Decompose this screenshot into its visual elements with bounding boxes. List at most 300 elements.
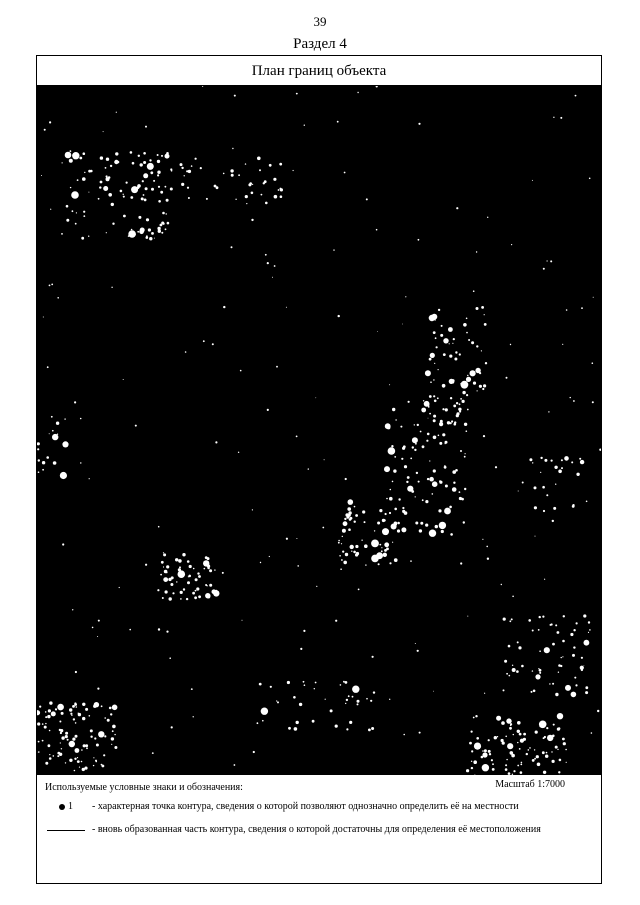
map-speckle	[342, 551, 344, 553]
map-speckle	[449, 355, 452, 358]
map-speckle	[477, 390, 478, 391]
map-speckle	[553, 507, 556, 510]
map-speckle	[151, 232, 154, 235]
map-speckle	[69, 759, 72, 762]
map-speckle	[531, 691, 533, 693]
map-speckle	[381, 550, 383, 552]
map-speckle	[88, 170, 91, 173]
map-speckle	[163, 577, 168, 582]
map-speckle	[497, 736, 498, 737]
map-speckle	[98, 620, 100, 622]
map-speckle	[75, 671, 77, 673]
map-speckle	[564, 456, 569, 461]
map-speckle	[135, 425, 137, 427]
map-speckle	[355, 553, 358, 556]
map-speckle	[572, 654, 575, 657]
map-speckle	[402, 324, 403, 325]
map-speckle	[561, 459, 563, 461]
map-speckle	[579, 458, 581, 460]
map-speckle	[343, 681, 345, 683]
map-speckle	[108, 193, 112, 197]
map-speckle	[471, 341, 474, 344]
legend-text: - вновь образованная часть контура, сведения о которой достаточны для определения её местоположения	[92, 824, 541, 835]
map-speckle	[529, 458, 532, 461]
map-speckle	[192, 592, 195, 595]
map-speckle	[508, 772, 511, 775]
map-speckle	[251, 219, 253, 221]
map-speckle	[552, 760, 555, 763]
map-speckle	[464, 456, 466, 458]
map-speckle	[74, 703, 77, 706]
map-speckle	[580, 460, 584, 464]
map-speckle	[411, 490, 414, 493]
map-speckle	[141, 232, 143, 234]
map-speckle	[453, 405, 456, 408]
map-speckle	[482, 388, 484, 390]
map-speckle	[261, 708, 268, 715]
map-speckle	[112, 223, 114, 225]
map-speckle	[503, 618, 506, 621]
map-speckle	[170, 583, 173, 586]
map-speckle	[205, 593, 210, 598]
map-speckle	[85, 744, 88, 747]
map-speckle	[555, 624, 557, 626]
map-speckle	[466, 377, 471, 382]
map-speckle	[379, 509, 382, 512]
map-speckle	[466, 318, 468, 320]
map-speckle	[575, 684, 577, 686]
map-speckle	[299, 703, 302, 706]
map-speckle	[143, 161, 146, 164]
map-speckle	[555, 693, 558, 696]
map-speckle	[111, 287, 112, 288]
map-speckle	[65, 735, 68, 738]
map-speckle	[77, 757, 78, 758]
map-speckle	[552, 683, 554, 685]
map-speckle	[532, 759, 535, 762]
map-speckle	[38, 459, 40, 461]
map-speckle	[175, 558, 178, 561]
map-speckle	[423, 400, 424, 401]
map-speckle	[442, 384, 446, 388]
map-speckle	[512, 668, 516, 672]
map-speckle	[151, 172, 152, 173]
map-speckle	[484, 693, 485, 694]
map-speckle	[104, 735, 106, 737]
map-speckle	[410, 560, 412, 562]
map-speckle	[543, 268, 545, 270]
map-speckle	[65, 732, 68, 735]
map-speckle	[278, 189, 280, 191]
map-speckle	[436, 346, 438, 348]
map-speckle	[60, 732, 62, 734]
map-speckle	[366, 198, 368, 200]
map-speckle	[557, 631, 560, 634]
map-speckle	[400, 426, 402, 428]
map-speckle	[442, 433, 445, 436]
map-speckle	[158, 186, 160, 188]
map-speckle	[38, 752, 39, 753]
map-speckle	[161, 232, 163, 234]
satellite-map	[37, 86, 601, 775]
map-speckle	[558, 727, 561, 730]
map-speckle	[195, 158, 197, 160]
map-speckle	[123, 215, 126, 218]
map-speckle	[355, 545, 358, 548]
map-speckle	[488, 739, 490, 741]
map-speckle	[358, 589, 360, 591]
map-speckle	[165, 154, 170, 159]
map-speckle	[60, 472, 67, 479]
map-speckle	[106, 158, 109, 161]
map-speckle	[157, 227, 160, 230]
map-speckle	[277, 701, 279, 703]
map-speckle	[468, 339, 470, 341]
map-speckle	[82, 717, 85, 720]
map-speckle	[265, 202, 268, 205]
map-speckle	[353, 551, 356, 554]
map-speckle	[548, 411, 549, 412]
map-speckle	[384, 466, 390, 472]
map-speckle	[337, 121, 339, 123]
map-speckle	[521, 665, 524, 668]
map-speckle	[404, 465, 407, 468]
map-speckle	[197, 572, 199, 574]
map-speckle	[597, 710, 599, 712]
map-speckle	[424, 401, 430, 407]
map-speckle	[85, 708, 88, 711]
map-speckle	[584, 665, 585, 666]
map-speckle	[443, 338, 448, 343]
map-speckle	[512, 774, 513, 775]
map-speckle	[354, 506, 356, 508]
map-speckle	[333, 249, 334, 250]
map-speckle	[452, 487, 457, 492]
map-speckle	[269, 164, 272, 167]
map-speckle	[585, 691, 588, 694]
map-speckle	[532, 630, 534, 632]
map-speckle	[572, 504, 574, 506]
map-speckle	[158, 628, 160, 630]
map-speckle	[128, 235, 130, 237]
map-speckle	[433, 331, 436, 334]
map-speckle	[433, 419, 436, 422]
map-speckle	[128, 230, 136, 238]
map-speckle	[276, 366, 278, 368]
map-speckle	[463, 323, 467, 327]
map-speckle	[212, 589, 217, 594]
map-speckle	[560, 665, 562, 667]
map-speckle	[115, 152, 118, 155]
map-speckle	[296, 436, 298, 438]
map-speckle	[475, 715, 477, 717]
map-speckle	[82, 177, 86, 181]
map-speckle	[438, 369, 439, 370]
map-speckle	[549, 683, 550, 684]
map-speckle	[449, 506, 452, 509]
map-speckle	[77, 179, 79, 181]
map-speckle	[482, 752, 487, 757]
map-speckle	[216, 186, 219, 189]
map-speckle	[294, 727, 298, 731]
map-speckle	[165, 228, 167, 230]
map-speckle	[562, 344, 563, 345]
map-speckle	[467, 409, 469, 411]
map-speckle	[501, 721, 505, 725]
map-speckle	[421, 408, 426, 413]
map-speckle	[386, 498, 388, 500]
map-speckle	[114, 734, 115, 735]
map-speckle	[506, 673, 508, 675]
map-speckle	[434, 363, 435, 364]
map-speckle	[523, 733, 526, 736]
map-speckle	[489, 753, 491, 755]
map-speckle	[80, 418, 82, 420]
map-speckle	[433, 691, 434, 692]
map-speckle	[464, 423, 467, 426]
map-speckle	[387, 426, 391, 430]
map-speckle	[460, 562, 462, 564]
map-speckle	[476, 251, 477, 252]
map-speckle	[259, 169, 261, 171]
map-speckle	[487, 217, 488, 218]
map-speckle	[370, 700, 372, 702]
map-speckle	[131, 229, 133, 231]
map-speckle	[437, 397, 439, 399]
map-speckle	[245, 163, 246, 164]
map-speckle	[512, 596, 514, 598]
map-speckle	[566, 762, 567, 763]
map-speckle	[92, 627, 94, 629]
map-speckle	[251, 192, 254, 195]
map-speckle	[316, 586, 317, 587]
map-speckle	[83, 211, 85, 213]
map-speckle	[53, 461, 57, 465]
map-speckle	[267, 409, 269, 411]
map-speckle	[450, 533, 453, 536]
map-speckle	[111, 203, 114, 206]
map-speckle	[184, 175, 185, 176]
map-speckle	[166, 572, 168, 574]
map-speckle	[344, 518, 346, 520]
map-speckle	[544, 579, 545, 580]
map-speckle	[532, 180, 533, 181]
map-speckle	[242, 620, 243, 621]
map-speckle	[441, 530, 444, 533]
map-speckle	[570, 397, 571, 398]
map-speckle	[186, 598, 188, 600]
map-speckle	[475, 368, 480, 373]
map-speckle	[553, 724, 555, 726]
map-speckle	[506, 759, 507, 760]
map-speckle	[439, 522, 446, 529]
map-speckle	[371, 540, 379, 548]
map-speckle	[510, 344, 511, 345]
map-speckle	[188, 575, 191, 578]
map-speckle	[38, 471, 40, 473]
map-speckle	[246, 203, 247, 204]
map-speckle	[445, 441, 448, 444]
map-speckle	[518, 730, 520, 732]
map-speckle	[130, 151, 133, 154]
map-speckle	[188, 197, 190, 199]
map-speckle	[357, 92, 358, 93]
map-speckle	[467, 616, 468, 617]
map-speckle	[312, 720, 315, 723]
map-speckle	[296, 93, 298, 95]
map-speckle	[123, 196, 125, 198]
map-speckle	[412, 437, 418, 443]
map-speckle	[288, 727, 291, 730]
map-speckle	[502, 742, 505, 745]
map-speckle	[428, 418, 429, 419]
map-speckle	[535, 674, 540, 679]
map-speckle	[348, 499, 354, 505]
map-speckle	[491, 759, 493, 761]
map-speckle	[49, 433, 50, 434]
map-speckle	[429, 460, 430, 461]
map-speckle	[365, 564, 366, 565]
map-speckle	[373, 691, 375, 693]
map-speckle	[232, 148, 233, 149]
map-speckle	[75, 735, 78, 738]
map-speckle	[238, 174, 240, 176]
map-speckle	[248, 183, 251, 186]
map-speckle	[176, 581, 177, 582]
map-speckle	[420, 431, 422, 433]
map-speckle	[77, 760, 80, 763]
map-speckle	[57, 704, 64, 711]
map-speckle	[513, 770, 515, 772]
map-speckle	[438, 435, 440, 437]
map-speckle	[49, 121, 51, 123]
map-speckle	[344, 172, 346, 174]
map-speckle	[543, 510, 545, 512]
map-speckle	[45, 762, 48, 765]
map-speckle	[361, 540, 362, 541]
map-speckle	[57, 755, 59, 757]
map-speckle	[542, 751, 545, 754]
map-speckle	[545, 755, 548, 758]
map-speckle	[352, 696, 354, 698]
map-speckle	[521, 762, 523, 764]
map-speckle	[425, 500, 428, 503]
map-speckle	[112, 725, 116, 729]
map-speckle	[126, 182, 128, 184]
map-speckle	[534, 749, 535, 750]
map-speckle	[152, 752, 154, 754]
map-speckle	[574, 677, 576, 679]
map-speckle	[345, 478, 347, 480]
map-speckle	[183, 588, 185, 590]
map-speckle	[494, 736, 497, 739]
map-speckle	[123, 379, 124, 380]
map-speckle	[506, 718, 511, 723]
map-speckle	[172, 592, 174, 594]
map-speckle	[415, 496, 416, 497]
map-speckle	[427, 478, 429, 480]
map-speckle	[573, 646, 575, 648]
map-speckle	[407, 476, 410, 479]
map-speckle	[51, 284, 53, 286]
map-speckle	[59, 721, 61, 723]
map-speckle	[429, 358, 432, 361]
map-speckle	[59, 729, 61, 731]
map-speckle	[417, 650, 419, 652]
map-speckle	[94, 737, 96, 739]
map-speckle	[287, 681, 290, 684]
map-speckle	[377, 522, 380, 525]
map-speckle	[455, 469, 458, 472]
map-speckle	[103, 754, 105, 756]
map-speckle	[149, 237, 152, 240]
map-speckle	[112, 730, 114, 732]
map-speckle	[518, 491, 519, 492]
map-speckle	[187, 581, 190, 584]
map-speckle	[49, 285, 51, 287]
map-speckle	[79, 767, 80, 768]
map-speckle	[57, 752, 60, 755]
map-speckle	[414, 424, 415, 425]
map-speckle	[391, 524, 397, 530]
map-speckle	[71, 715, 72, 716]
map-speckle	[200, 167, 202, 169]
map-speckle	[487, 558, 489, 560]
map-speckle	[523, 738, 526, 741]
map-speckle	[304, 684, 306, 686]
map-speckle	[111, 737, 114, 740]
map-speckle	[557, 749, 558, 750]
map-speckle	[74, 758, 76, 760]
map-speckle	[419, 529, 422, 532]
map-speckle	[415, 522, 418, 525]
map-speckle	[166, 213, 167, 214]
map-speckle	[160, 224, 163, 227]
map-speckle	[517, 721, 521, 725]
map-speckle	[538, 629, 540, 631]
map-speckle	[215, 441, 217, 443]
map-speckle	[70, 150, 72, 152]
map-speckle	[296, 721, 299, 724]
map-speckle	[82, 703, 85, 706]
map-speckle	[61, 748, 62, 749]
map-speckle	[101, 705, 103, 707]
map-speckle	[146, 236, 149, 239]
map-speckle	[195, 590, 197, 592]
map-speckle	[90, 729, 93, 732]
map-speckle	[482, 539, 483, 540]
map-speckle	[165, 590, 168, 593]
map-speckle	[364, 544, 368, 548]
legend-caption: Используемые условные знаки и обозначения:	[45, 782, 243, 793]
map-speckle	[561, 467, 563, 469]
map-speckle	[260, 562, 261, 563]
map-speckle	[45, 711, 47, 713]
map-speckle	[57, 297, 59, 299]
map-speckle	[458, 408, 461, 411]
map-speckle	[547, 260, 548, 261]
section-title: Раздел 4	[293, 36, 347, 52]
map-speckle	[418, 239, 420, 241]
map-speckle	[41, 175, 42, 176]
map-speckle	[471, 767, 473, 769]
map-speckle	[162, 597, 164, 599]
map-speckle	[519, 733, 522, 736]
map-speckle	[485, 362, 487, 364]
map-speckle	[145, 564, 147, 566]
map-speckle	[179, 566, 181, 568]
map-speckle	[492, 768, 495, 771]
